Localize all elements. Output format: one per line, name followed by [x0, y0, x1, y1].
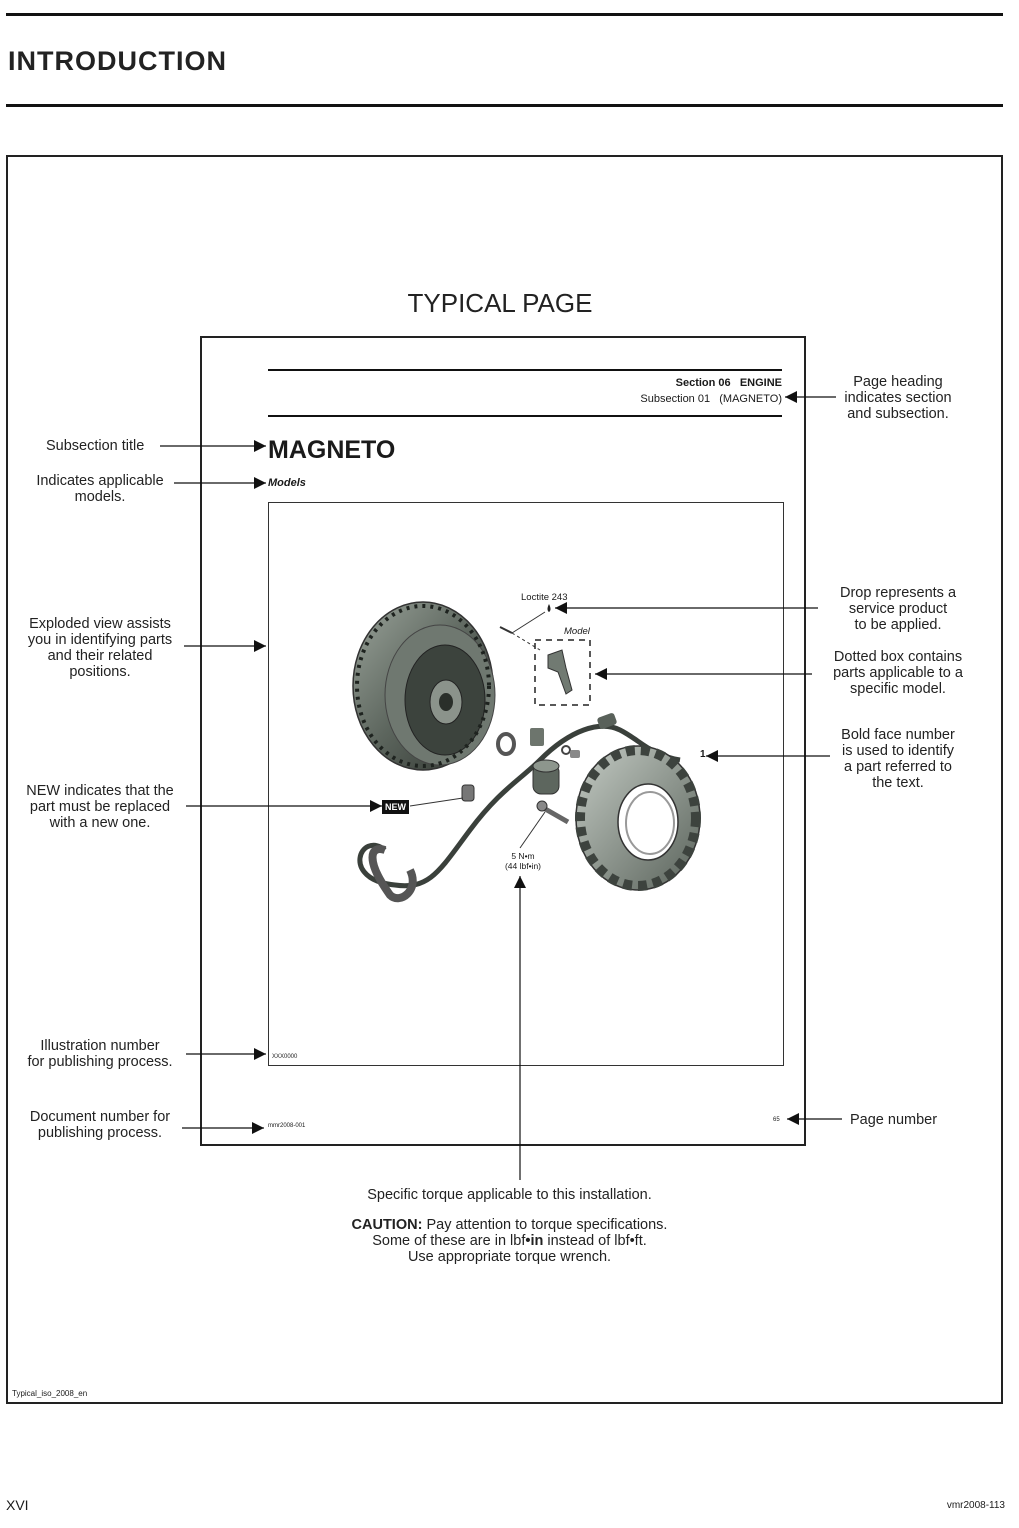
footer-page-number: XVI [6, 1497, 29, 1513]
callout-document-number: Document number for publishing process. [29, 1109, 171, 1141]
caution-text-2a: Some of these are in lbf [372, 1233, 526, 1249]
callout-applicable-models: Indicates applicable models. [36, 473, 164, 505]
figure-title: TYPICAL PAGE [407, 288, 593, 318]
new-badge: NEW [382, 800, 409, 814]
caution-text-2bold: •in [525, 1233, 544, 1249]
sample-page-number: 65 [773, 1117, 780, 1123]
callout-exploded-view: Exploded view assists you in identifying parts and their related positions. [27, 616, 173, 680]
callout-new: NEW indicates that the part must be replaced with a new one. [26, 783, 174, 831]
page-title: INTRODUCTION [8, 46, 227, 76]
torque-metric: 5 N•m [511, 851, 535, 861]
torque-note: Specific torque applicable to this installation. [367, 1187, 652, 1203]
torque-imperial: (44 lbf•in) [504, 861, 542, 871]
figure-label: Typical_iso_2008_en [12, 1389, 88, 1398]
torque-notes [0, 1187, 1019, 1265]
sample-models-label: Models [268, 477, 306, 489]
callout-page-number: Page number [850, 1112, 938, 1128]
callout-bold-number: Bold face number is used to identify a part referred to the text. [841, 727, 955, 791]
callout-subsection-title: Subsection title [46, 438, 145, 454]
caution-label: CAUTION: [351, 1217, 423, 1233]
caution-line-3: Use appropriate torque wrench. [407, 1249, 612, 1265]
callout-drop: Drop represents a service product to be applied. [839, 585, 957, 633]
callout-page-heading: Page heading indicates section and subsection. [844, 374, 952, 422]
sample-subsection-label: Subsection 01 (MAGNETO) [640, 393, 782, 405]
caution-text-2b: instead of lbf•ft. [543, 1233, 647, 1249]
illustration-number: XXX0000 [272, 1054, 298, 1060]
loctite-label: Loctite 243 [521, 592, 568, 603]
footer-document-code: vmr2008-113 [946, 1500, 1005, 1511]
model-label: Model [564, 626, 590, 637]
caution-line-2 [0, 1233, 1019, 1249]
sample-subsection-title: MAGNETO [268, 436, 396, 464]
sample-section-label: Section 06 ENGINE [675, 377, 782, 389]
part-number-label: 1 [700, 749, 706, 760]
caution-text-1: Pay attention to torque specifications. [426, 1217, 668, 1233]
callout-illustration-number: Illustration number for publishing process. [27, 1038, 173, 1070]
document-number: mmr2008-001 [268, 1123, 306, 1129]
caution-line-1 [0, 1217, 1019, 1233]
callout-dotted-box: Dotted box contains parts applicable to a specific model. [833, 649, 963, 697]
